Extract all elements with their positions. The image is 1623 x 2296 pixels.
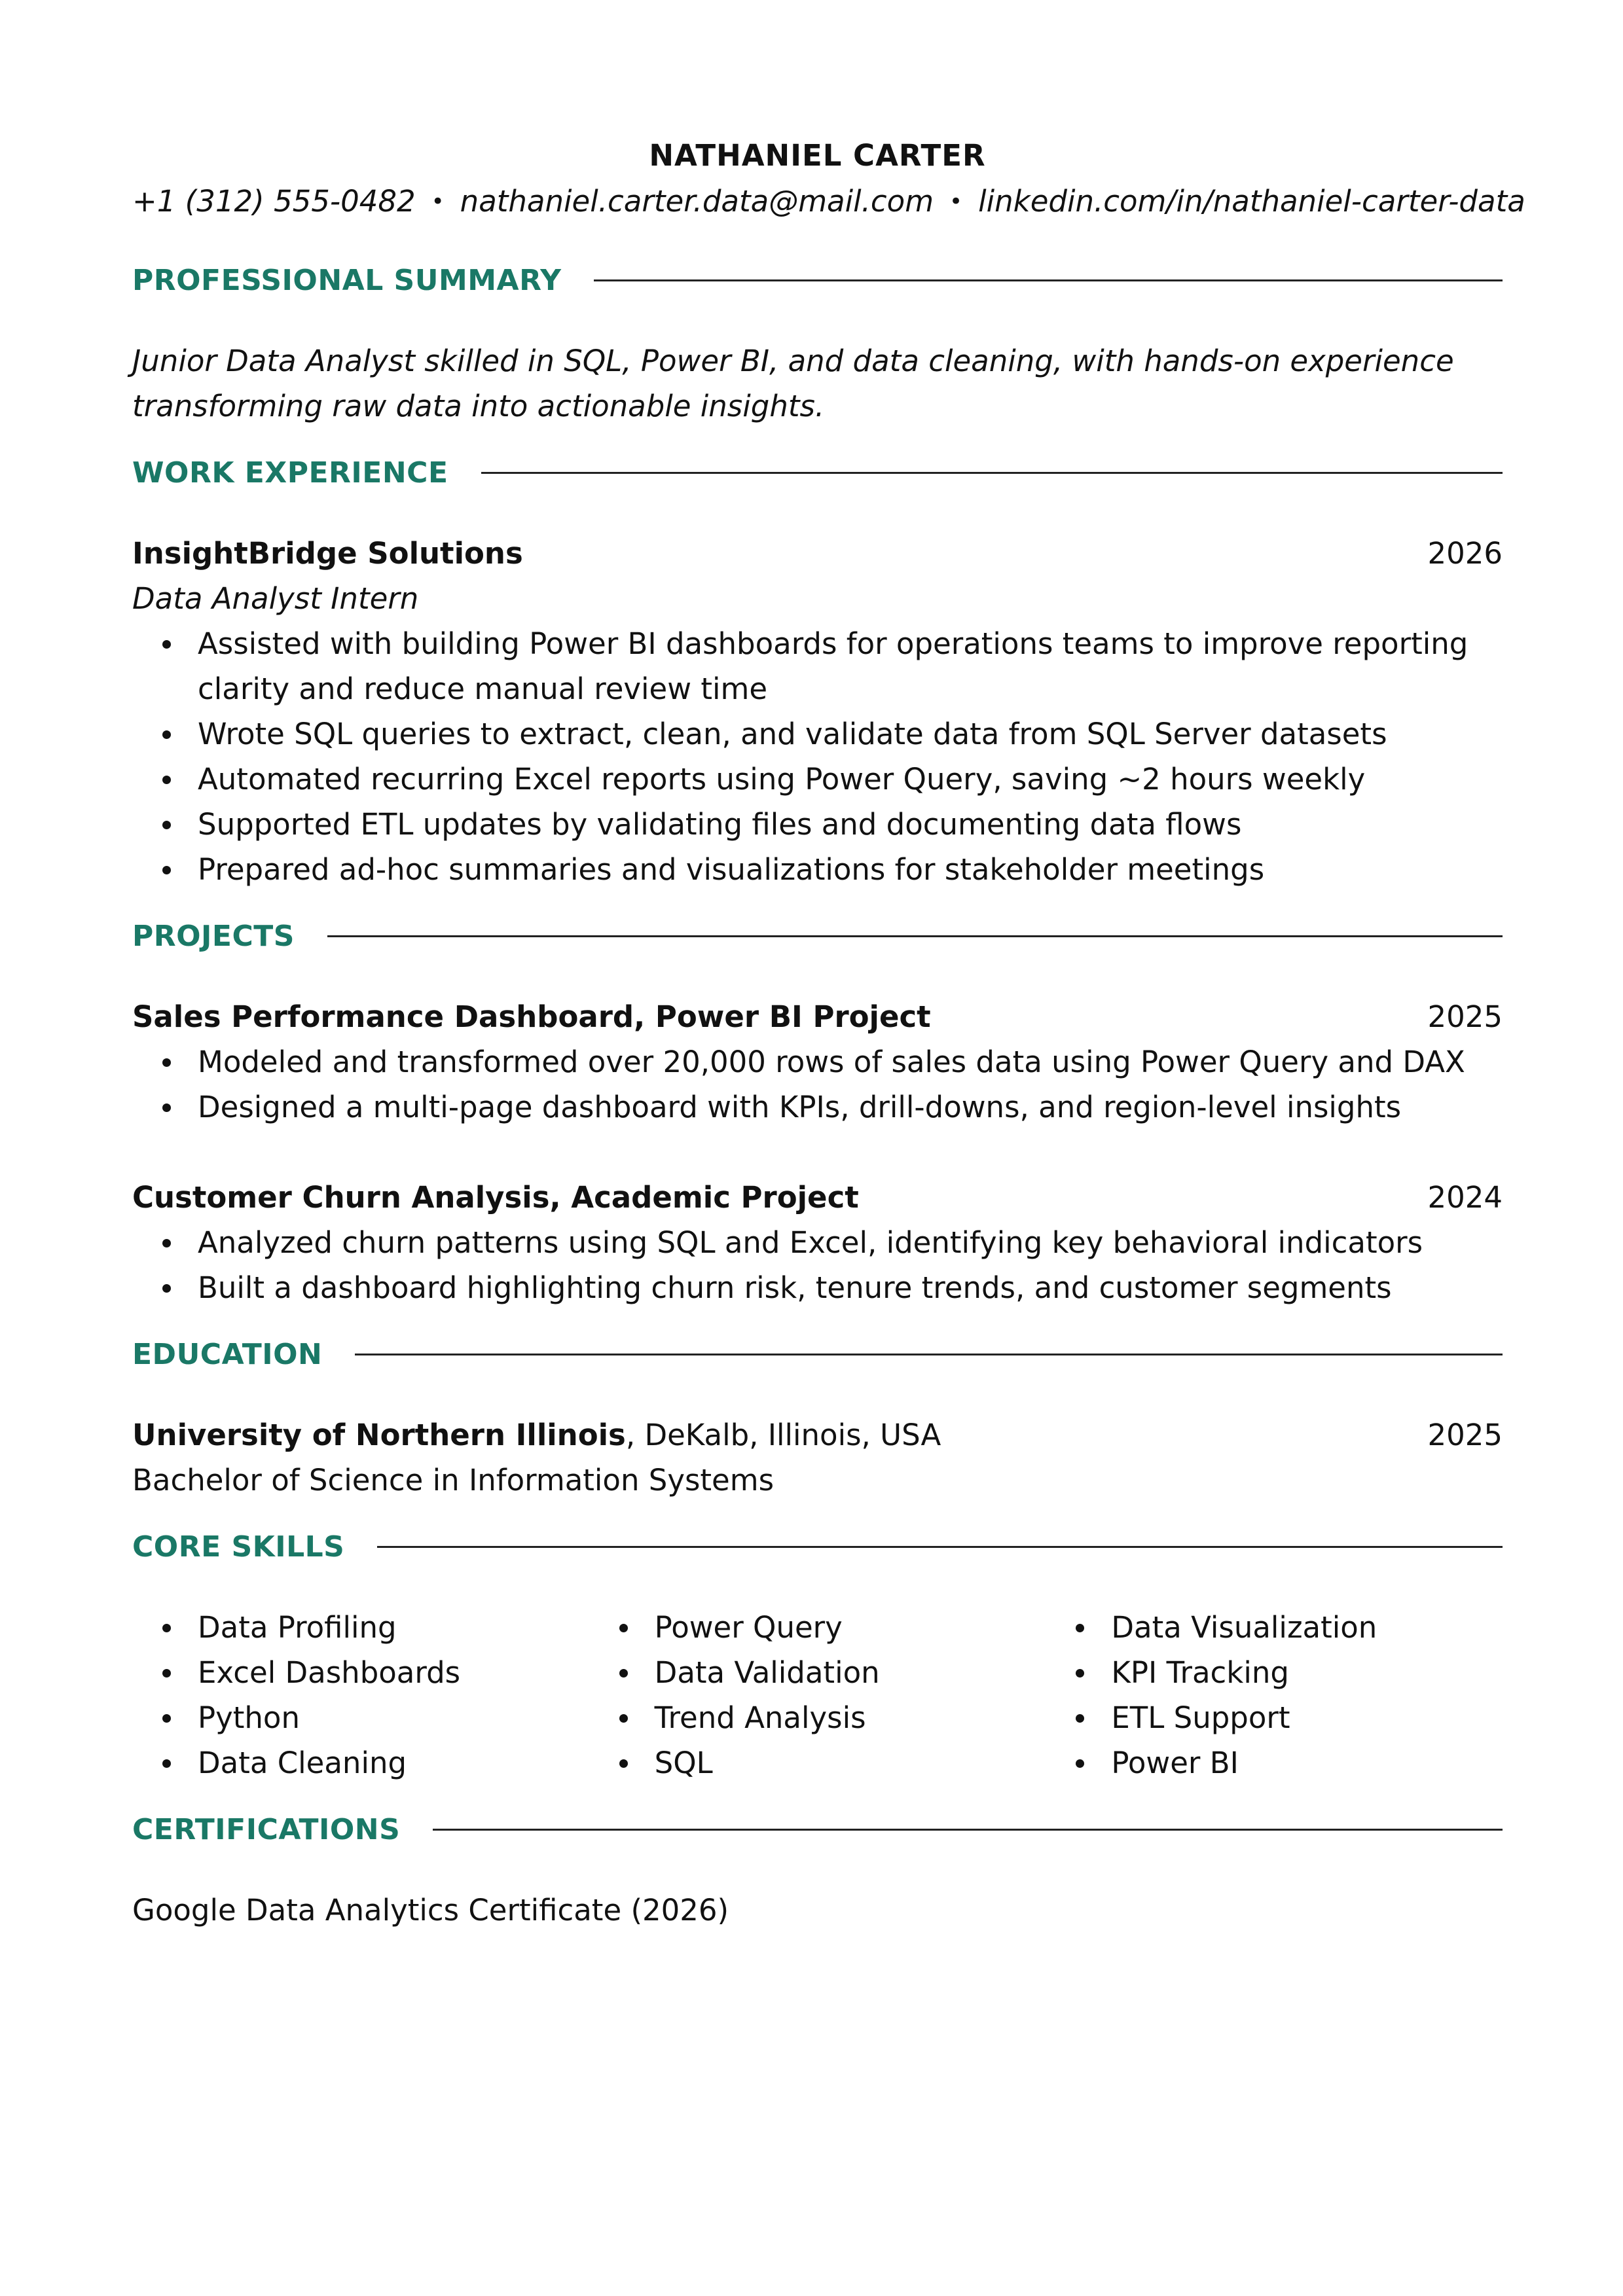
skill-item: Power Query (589, 1605, 1046, 1650)
section-title-projects: PROJECTS (132, 919, 295, 953)
skill-item: Data Cleaning (132, 1740, 589, 1785)
skills-list (589, 1605, 1046, 1785)
list-item: Analyzed churn patterns using SQL and Excel, identifying key behavioral indicators (132, 1220, 1503, 1265)
project-date: 2025 (1427, 999, 1503, 1034)
skills-grid (132, 1605, 1503, 1785)
education-date: 2025 (1427, 1418, 1503, 1452)
list-item: Supported ETL updates by validating files and documenting data flows (132, 802, 1503, 847)
skills-column (589, 1605, 1046, 1785)
list-item: Wrote SQL queries to extract, clean, and validate data from SQL Server datasets (132, 711, 1503, 757)
section-divider (377, 1546, 1503, 1548)
education-header (132, 1412, 1503, 1458)
skill-item: Data Visualization (1046, 1605, 1503, 1650)
list-item: Prepared ad-hoc summaries and visualizations for stakeholder meetings (132, 847, 1503, 892)
project-bullets (132, 1220, 1503, 1310)
section-title-skills: CORE SKILLS (132, 1530, 345, 1564)
list-item: Built a dashboard highlighting churn risk, tenure trends, and customer segments (132, 1265, 1503, 1310)
job-date: 2026 (1427, 536, 1503, 571)
section-divider (355, 1354, 1503, 1355)
resume-header (132, 131, 1525, 226)
section-divider (433, 1829, 1503, 1831)
project-name: Customer Churn Analysis, Academic Project (132, 1180, 859, 1215)
section-title-summary: PROFESSIONAL SUMMARY (132, 263, 562, 297)
company-name: InsightBridge Solutions (132, 536, 523, 571)
skill-item: SQL (589, 1740, 1046, 1785)
section-title-experience: WORK EXPERIENCE (132, 456, 448, 490)
skills-list (1046, 1605, 1503, 1785)
phone-number: +1 (312) 555-0482 (132, 184, 416, 219)
list-item: Designed a multi-page dashboard with KPIs, drill-downs, and region-level insights (132, 1085, 1503, 1130)
section-header (132, 1806, 1503, 1852)
section-divider (594, 279, 1503, 281)
email-address: nathaniel.carter.data@mail.com (460, 184, 934, 219)
job-role: Data Analyst Intern (132, 581, 419, 616)
skills-section (132, 1524, 1503, 1785)
certifications-section (132, 1806, 1503, 1933)
section-divider (327, 935, 1503, 937)
experience-section (132, 450, 1503, 892)
skill-item: Power BI (1046, 1740, 1503, 1785)
section-header (132, 257, 1503, 303)
project-name: Sales Performance Dashboard, Power BI Project (132, 999, 931, 1034)
summary-section (132, 257, 1503, 429)
skill-item: Data Profiling (132, 1605, 589, 1650)
education-entry (132, 1412, 1503, 1503)
skill-item: Python (132, 1695, 589, 1740)
candidate-name: NATHANIEL CARTER (649, 138, 986, 173)
resume-page (132, 131, 1525, 1933)
project-entry (132, 994, 1503, 1130)
project-header (132, 994, 1503, 1039)
skill-item: Data Validation (589, 1650, 1046, 1695)
list-item: Automated recurring Excel reports using Power Query, saving ~2 hours weekly (132, 757, 1503, 802)
section-header (132, 913, 1503, 959)
section-header (132, 450, 1503, 495)
skill-item: ETL Support (1046, 1695, 1503, 1740)
job-bullets (132, 621, 1503, 892)
skill-item: KPI Tracking (1046, 1650, 1503, 1695)
contact-line (132, 180, 1525, 226)
school-name: University of Northern Illinois (132, 1418, 626, 1452)
section-title-certifications: CERTIFICATIONS (132, 1812, 401, 1846)
project-entry (132, 1175, 1503, 1310)
section-header (132, 1524, 1503, 1570)
section-title-education: EDUCATION (132, 1337, 323, 1371)
list-item: Modeled and transformed over 20,000 rows of sales data using Power Query and DAX (132, 1039, 1503, 1085)
job-header (132, 531, 1503, 576)
contact-separator: • (949, 188, 963, 215)
job-entry (132, 531, 1503, 892)
certification-item: Google Data Analytics Certificate (2026) (132, 1893, 729, 1928)
contact-separator: • (431, 188, 445, 215)
summary-text: Junior Data Analyst skilled in SQL, Power BI, and data cleaning, with hands-on experience transforming raw data into actionable insights. (132, 344, 1454, 423)
project-bullets (132, 1039, 1503, 1130)
project-header (132, 1175, 1503, 1220)
school-location: , DeKalb, Illinois, USA (625, 1418, 941, 1452)
education-section (132, 1331, 1503, 1503)
section-header (132, 1331, 1503, 1377)
skill-item: Excel Dashboards (132, 1650, 589, 1695)
skill-item: Trend Analysis (589, 1695, 1046, 1740)
skills-list (132, 1605, 589, 1785)
skills-column (132, 1605, 589, 1785)
degree: Bachelor of Science in Information Systems (132, 1463, 775, 1498)
linkedin-url: linkedin.com/in/nathaniel-carter-data (978, 184, 1525, 219)
section-divider (481, 472, 1503, 474)
projects-section (132, 913, 1503, 1310)
project-date: 2024 (1427, 1180, 1503, 1215)
school-line (132, 1412, 941, 1458)
list-item: Assisted with building Power BI dashboards for operations teams to improve reporting clarity and reduce manual review time (132, 621, 1503, 711)
skills-column (1046, 1605, 1503, 1785)
